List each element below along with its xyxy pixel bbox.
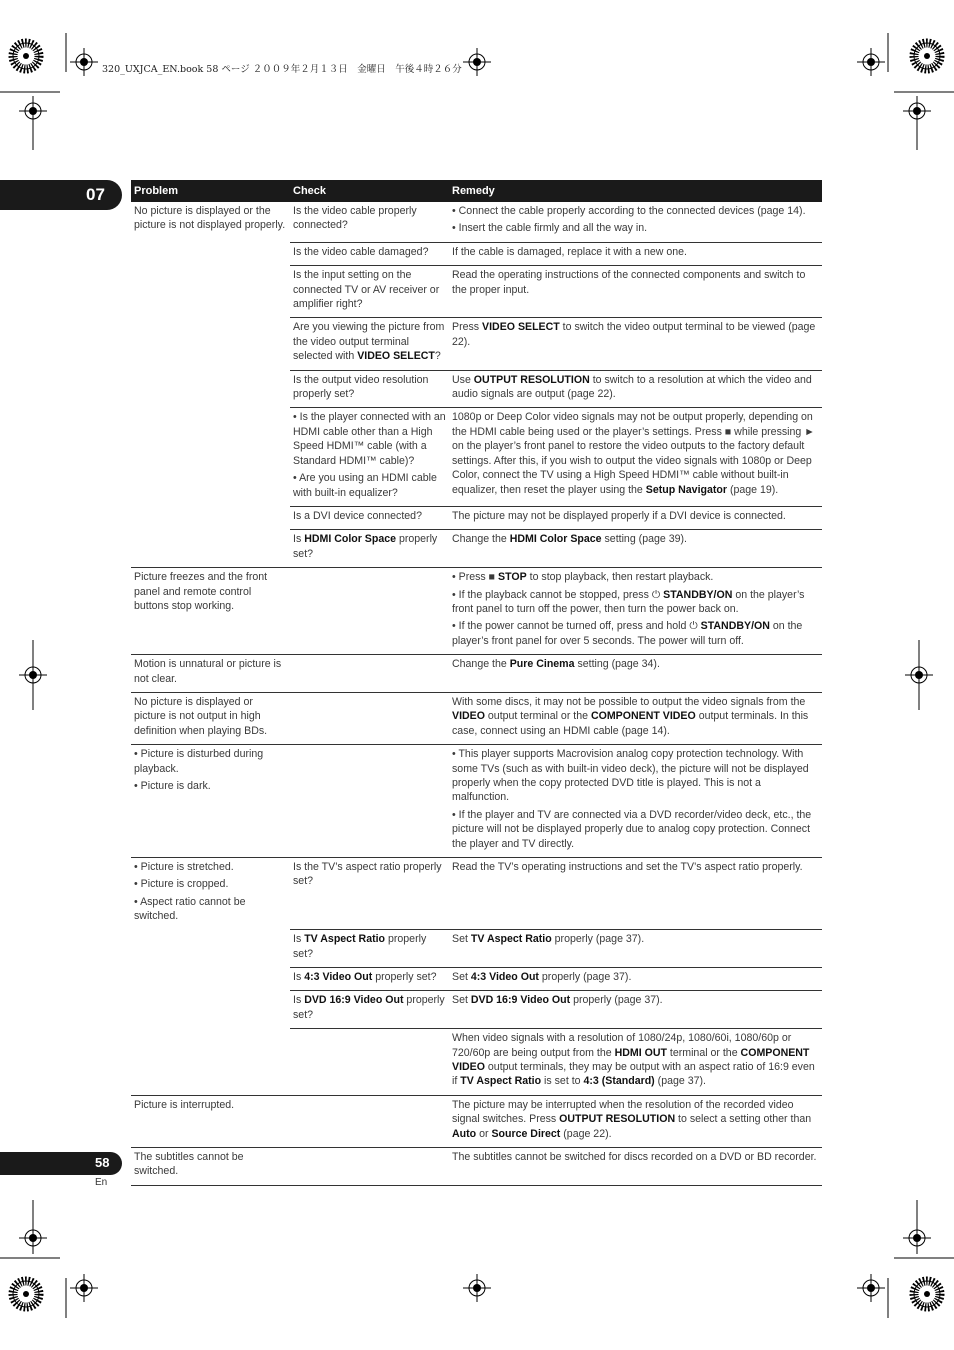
remedy-item: • This player supports Macrovision analog copy protection technology. With some TVs (such as with built-in video deck), the picture will not be displayed properly when the copy protected DVD title is played. This is not a malfunction.	[452, 748, 809, 804]
problem-cell	[131, 1029, 290, 1096]
remedy-item: • Connect the cable properly according to the connected devices (page 14).	[452, 205, 806, 217]
check-cell	[290, 692, 449, 744]
check-cell	[290, 408, 449, 506]
table-row	[131, 692, 822, 744]
problem-cell: No picture is displayed or picture is not output in high definition when playing BDs.	[131, 692, 290, 744]
problem-item: • Aspect ratio cannot be switched.	[134, 895, 246, 923]
troubleshooting-table	[131, 180, 822, 1186]
table-row	[131, 1029, 822, 1096]
page-number: 58	[95, 1155, 110, 1170]
remedy-cell: Read the TV’s operating instructions and set the TV’s aspect ratio properly.	[449, 858, 822, 930]
col-header-check: Check	[290, 180, 449, 202]
remedy-item: • If the player and TV are connected via a DVD recorder/video deck, etc., the picture will not be displayed properly due to analog copy protection. Connect the player and TV directly.	[452, 808, 812, 850]
problem-cell	[131, 967, 290, 990]
table-row	[131, 202, 822, 242]
remedy-cell: Set 4:3 Video Out properly (page 37).	[449, 967, 822, 990]
problem-cell: No picture is displayed or the picture is not displayed properly.	[134, 205, 286, 232]
table-row	[131, 745, 822, 858]
table-row	[131, 858, 822, 930]
problem-cell: Motion is unnatural or picture is not clear.	[131, 655, 290, 693]
problem-cell	[131, 318, 290, 370]
problem-cell	[131, 930, 290, 968]
remedy-cell: Set DVD 16:9 Video Out properly (page 37).	[449, 991, 822, 1029]
remedy-cell: 1080p or Deep Color video signals may not be output properly, depending on the HDMI cable being used or the player’s settings. Press ■ while pressing ► on the player’s front panel to restore the video outputs to the factory default settings. After this, if you wish to output the video signals with 1080p or Deep Color, connect the TV using a High Speed HDMI™ cable without built-in equalizer, then reset the player using the Setup Navigator (page 19).	[449, 408, 822, 506]
remedy-cell: The subtitles cannot be switched for discs recorded on a DVD or BD recorder.	[449, 1148, 822, 1186]
book-header: 320_UXJCA_EN.book 58 ページ ２００９年２月１３日 金曜日 午後４時２６分	[102, 64, 462, 75]
remedy-cell: Set TV Aspect Ratio properly (page 37).	[449, 930, 822, 968]
table-row	[131, 1148, 822, 1186]
problem-item: • Picture is cropped.	[134, 878, 229, 891]
check-cell: Is the TV’s aspect ratio properly set?	[290, 858, 449, 930]
problem-cell	[131, 745, 290, 858]
table-row	[131, 568, 822, 655]
check-cell	[290, 1029, 449, 1096]
table-row	[131, 370, 822, 408]
problem-cell	[131, 266, 290, 318]
problem-cell	[131, 991, 290, 1029]
problem-cell	[131, 530, 290, 568]
check-item: • Are you using an HDMI cable with built-in equalizer?	[293, 472, 437, 499]
table-header-row	[131, 180, 822, 202]
check-cell: Is the video cable properly connected?	[290, 202, 449, 242]
table-row	[131, 655, 822, 693]
table-row	[131, 266, 822, 318]
table-row	[131, 530, 822, 568]
problem-cell	[131, 370, 290, 408]
check-item: • Is the player connected with an HDMI cable other than a High Speed HDMI™ cable (with a Standard HDMI™ cable)?	[293, 411, 446, 467]
problem-cell	[131, 242, 290, 265]
table-row	[131, 1095, 822, 1147]
check-cell	[290, 1095, 449, 1147]
remedy-cell: Press VIDEO SELECT to switch the video output terminal to be viewed (page 22).	[449, 318, 822, 370]
problem-item: • Picture is dark.	[134, 780, 211, 792]
remedy-cell: Use OUTPUT RESOLUTION to switch to a resolution at which the video and audio signals are output (page 22).	[449, 370, 822, 408]
check-cell: Is the video cable damaged?	[290, 242, 449, 265]
remedy-cell	[449, 568, 822, 655]
table-row	[131, 967, 822, 990]
col-header-problem: Problem	[131, 180, 290, 202]
remedy-cell: Read the operating instructions of the connected components and switch to the proper input.	[449, 266, 822, 318]
table-row	[131, 408, 822, 506]
table-row	[131, 930, 822, 968]
check-cell: Is HDMI Color Space properly set?	[290, 530, 449, 568]
check-cell	[290, 1148, 449, 1186]
remedy-cell: If the cable is damaged, replace it with a new one.	[449, 242, 822, 265]
col-header-remedy: Remedy	[449, 180, 822, 202]
check-cell: Is a DVI device connected?	[290, 506, 449, 529]
remedy-cell: The picture may be interrupted when the resolution of the recorded video signal switches. Press OUTPUT RESOLUTION to select a setting other than Auto or Source Direct (page 22).	[449, 1095, 822, 1147]
remedy-cell: The picture may not be displayed properly if a DVI device is connected.	[449, 506, 822, 529]
table-row	[131, 506, 822, 529]
remedy-cell: With some discs, it may not be possible to output the video signals from the VIDEO output terminal or the COMPONENT VIDEO output terminals. In this case, connect using an HDMI cable (page 14).	[449, 692, 822, 744]
problem-cell: Picture freezes and the front panel and remote control buttons stop working.	[131, 568, 290, 655]
remedy-cell: When video signals with a resolution of 1080/24p, 1080/60i, 1080/60p or 720/60p are being output from the HDMI OUT terminal or the COMPONENT VIDEO output terminals, they may be output with an aspect ratio of 16:9 even if TV Aspect Ratio is set to 4:3 (Standard) (page 37).	[449, 1029, 822, 1096]
remedy-item: • If the playback cannot be stopped, press ⏻ STANDBY/ON on the player’s front panel to turn off the power, then turn the power back on.	[452, 588, 805, 615]
check-cell	[290, 745, 449, 858]
remedy-cell	[449, 202, 822, 242]
problem-cell	[131, 858, 290, 930]
remedy-cell: Change the Pure Cinema setting (page 34).	[449, 655, 822, 693]
problem-cell	[131, 408, 290, 506]
problem-cell: Picture is interrupted.	[131, 1095, 290, 1147]
check-cell: Is the input setting on the connected TV or AV receiver or amplifier right?	[290, 266, 449, 318]
remedy-item: • Press ■ STOP to stop playback, then restart playback.	[452, 571, 714, 584]
check-cell: Is TV Aspect Ratio properly set?	[290, 930, 449, 968]
check-cell: Is DVD 16:9 Video Out properly set?	[290, 991, 449, 1029]
table-row	[131, 991, 822, 1029]
check-cell: Are you viewing the picture from the video output terminal selected with VIDEO SELECT?	[290, 318, 449, 370]
problem-cell: The subtitles cannot be switched.	[131, 1148, 290, 1186]
table-row	[131, 242, 822, 265]
page-language: En	[95, 1177, 108, 1188]
remedy-cell	[449, 745, 822, 858]
check-cell	[290, 568, 449, 655]
check-cell: Is the output video resolution properly set?	[290, 370, 449, 408]
problem-cell	[131, 506, 290, 529]
problem-item: • Picture is disturbed during playback.	[134, 748, 264, 775]
table-row	[131, 318, 822, 370]
problem-item: • Picture is stretched.	[134, 861, 234, 874]
remedy-item: • If the power cannot be turned off, press and hold ⏻ STANDBY/ON on the player’s front panel for over 5 seconds. The power will turn off.	[452, 620, 803, 647]
remedy-cell: Change the HDMI Color Space setting (page 39).	[449, 530, 822, 568]
check-cell: Is 4:3 Video Out properly set?	[290, 967, 449, 990]
chapter-number: 07	[86, 185, 105, 204]
remedy-item: • Insert the cable firmly and all the way in.	[452, 222, 648, 235]
check-cell	[290, 655, 449, 693]
